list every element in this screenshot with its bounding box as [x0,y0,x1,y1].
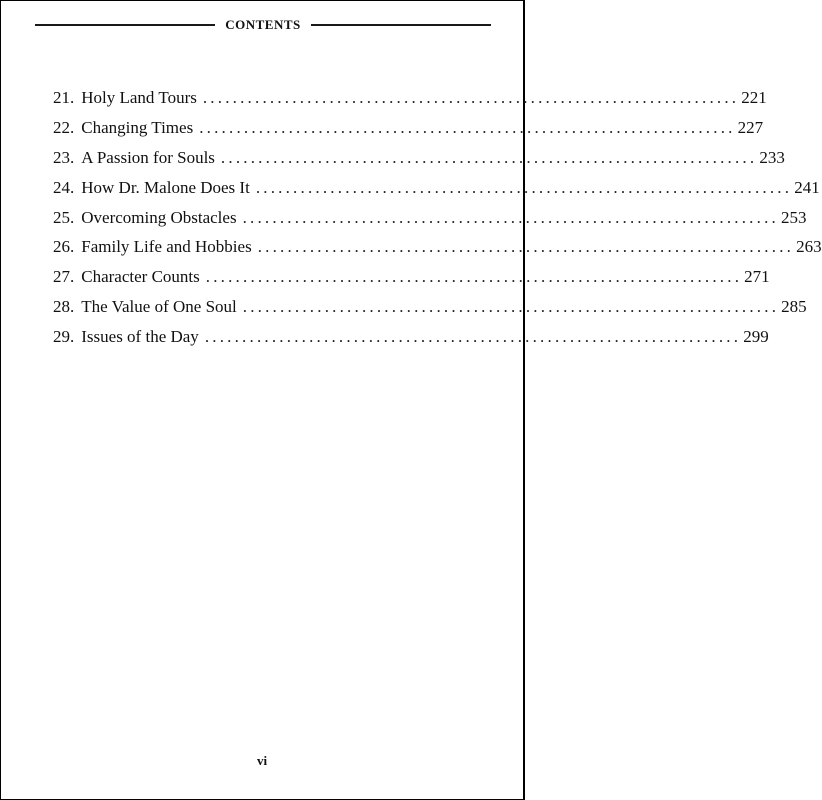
toc-entry-25 [53,207,807,237]
page-title: CONTENTS [225,17,301,32]
chapter-title: A Passion for Souls [81,147,215,167]
page-number: 227 [737,117,764,137]
page-number: 263 [796,237,822,257]
dot-leader: ........................................................................ [205,267,743,287]
dot-leader: ........................................................................ [204,327,742,347]
dot-leader: ........................................................................ [242,297,780,317]
chapter-title: Issues of the Day [81,327,199,347]
chapter-title: Overcoming Obstacles [81,207,237,227]
dot-leader: ........................................................................ [257,237,795,257]
toc-entry-23 [53,147,785,177]
chapter-number: 25. [53,207,75,227]
toc-entry-27 [53,266,770,296]
chapter-number: 27. [53,267,75,287]
page-number: 221 [741,88,767,107]
toc-entry-26 [53,236,822,266]
chapter-title: How Dr. Malone Does It [81,177,250,197]
page-folio: vi [256,753,268,768]
dot-leader: ........................................................................ [220,147,758,167]
table-of-contents [53,87,822,356]
toc-entry-24 [53,177,820,207]
chapter-title: Family Life and Hobbies [81,237,252,257]
header-rule-right [311,24,491,26]
header-rule-left [35,24,215,26]
chapter-number: 24. [53,177,75,197]
chapter-number: 28. [53,297,75,317]
dot-leader: ........................................................................ [255,177,793,197]
chapter-number: 22. [53,117,75,137]
dot-leader: ........................................................................ [242,207,779,227]
toc-entry-29 [53,326,769,356]
chapter-title: Holy Land Tours [81,88,197,107]
chapter-number: 23. [53,147,75,167]
toc-entry-28 [53,296,807,326]
dot-leader: ........................................................................ [202,88,740,107]
chapter-number: 26. [53,237,75,257]
page-header [35,14,491,36]
chapter-title: Changing Times [81,117,194,137]
chapter-number: 21. [53,88,75,107]
dot-leader: ........................................................................ [199,117,736,137]
chapter-number: 29. [53,327,75,347]
page-number: 299 [743,327,769,347]
chapter-title: Character Counts [81,267,200,287]
toc-entry-22 [53,117,764,147]
page-number: 241 [794,177,820,197]
page-number: 233 [759,147,785,167]
chapter-title: The Value of One Soul [81,297,237,317]
page-number: 271 [744,267,770,287]
page-number: 285 [781,297,807,317]
toc-entry-21 [53,87,767,117]
page-number: 253 [780,207,807,227]
